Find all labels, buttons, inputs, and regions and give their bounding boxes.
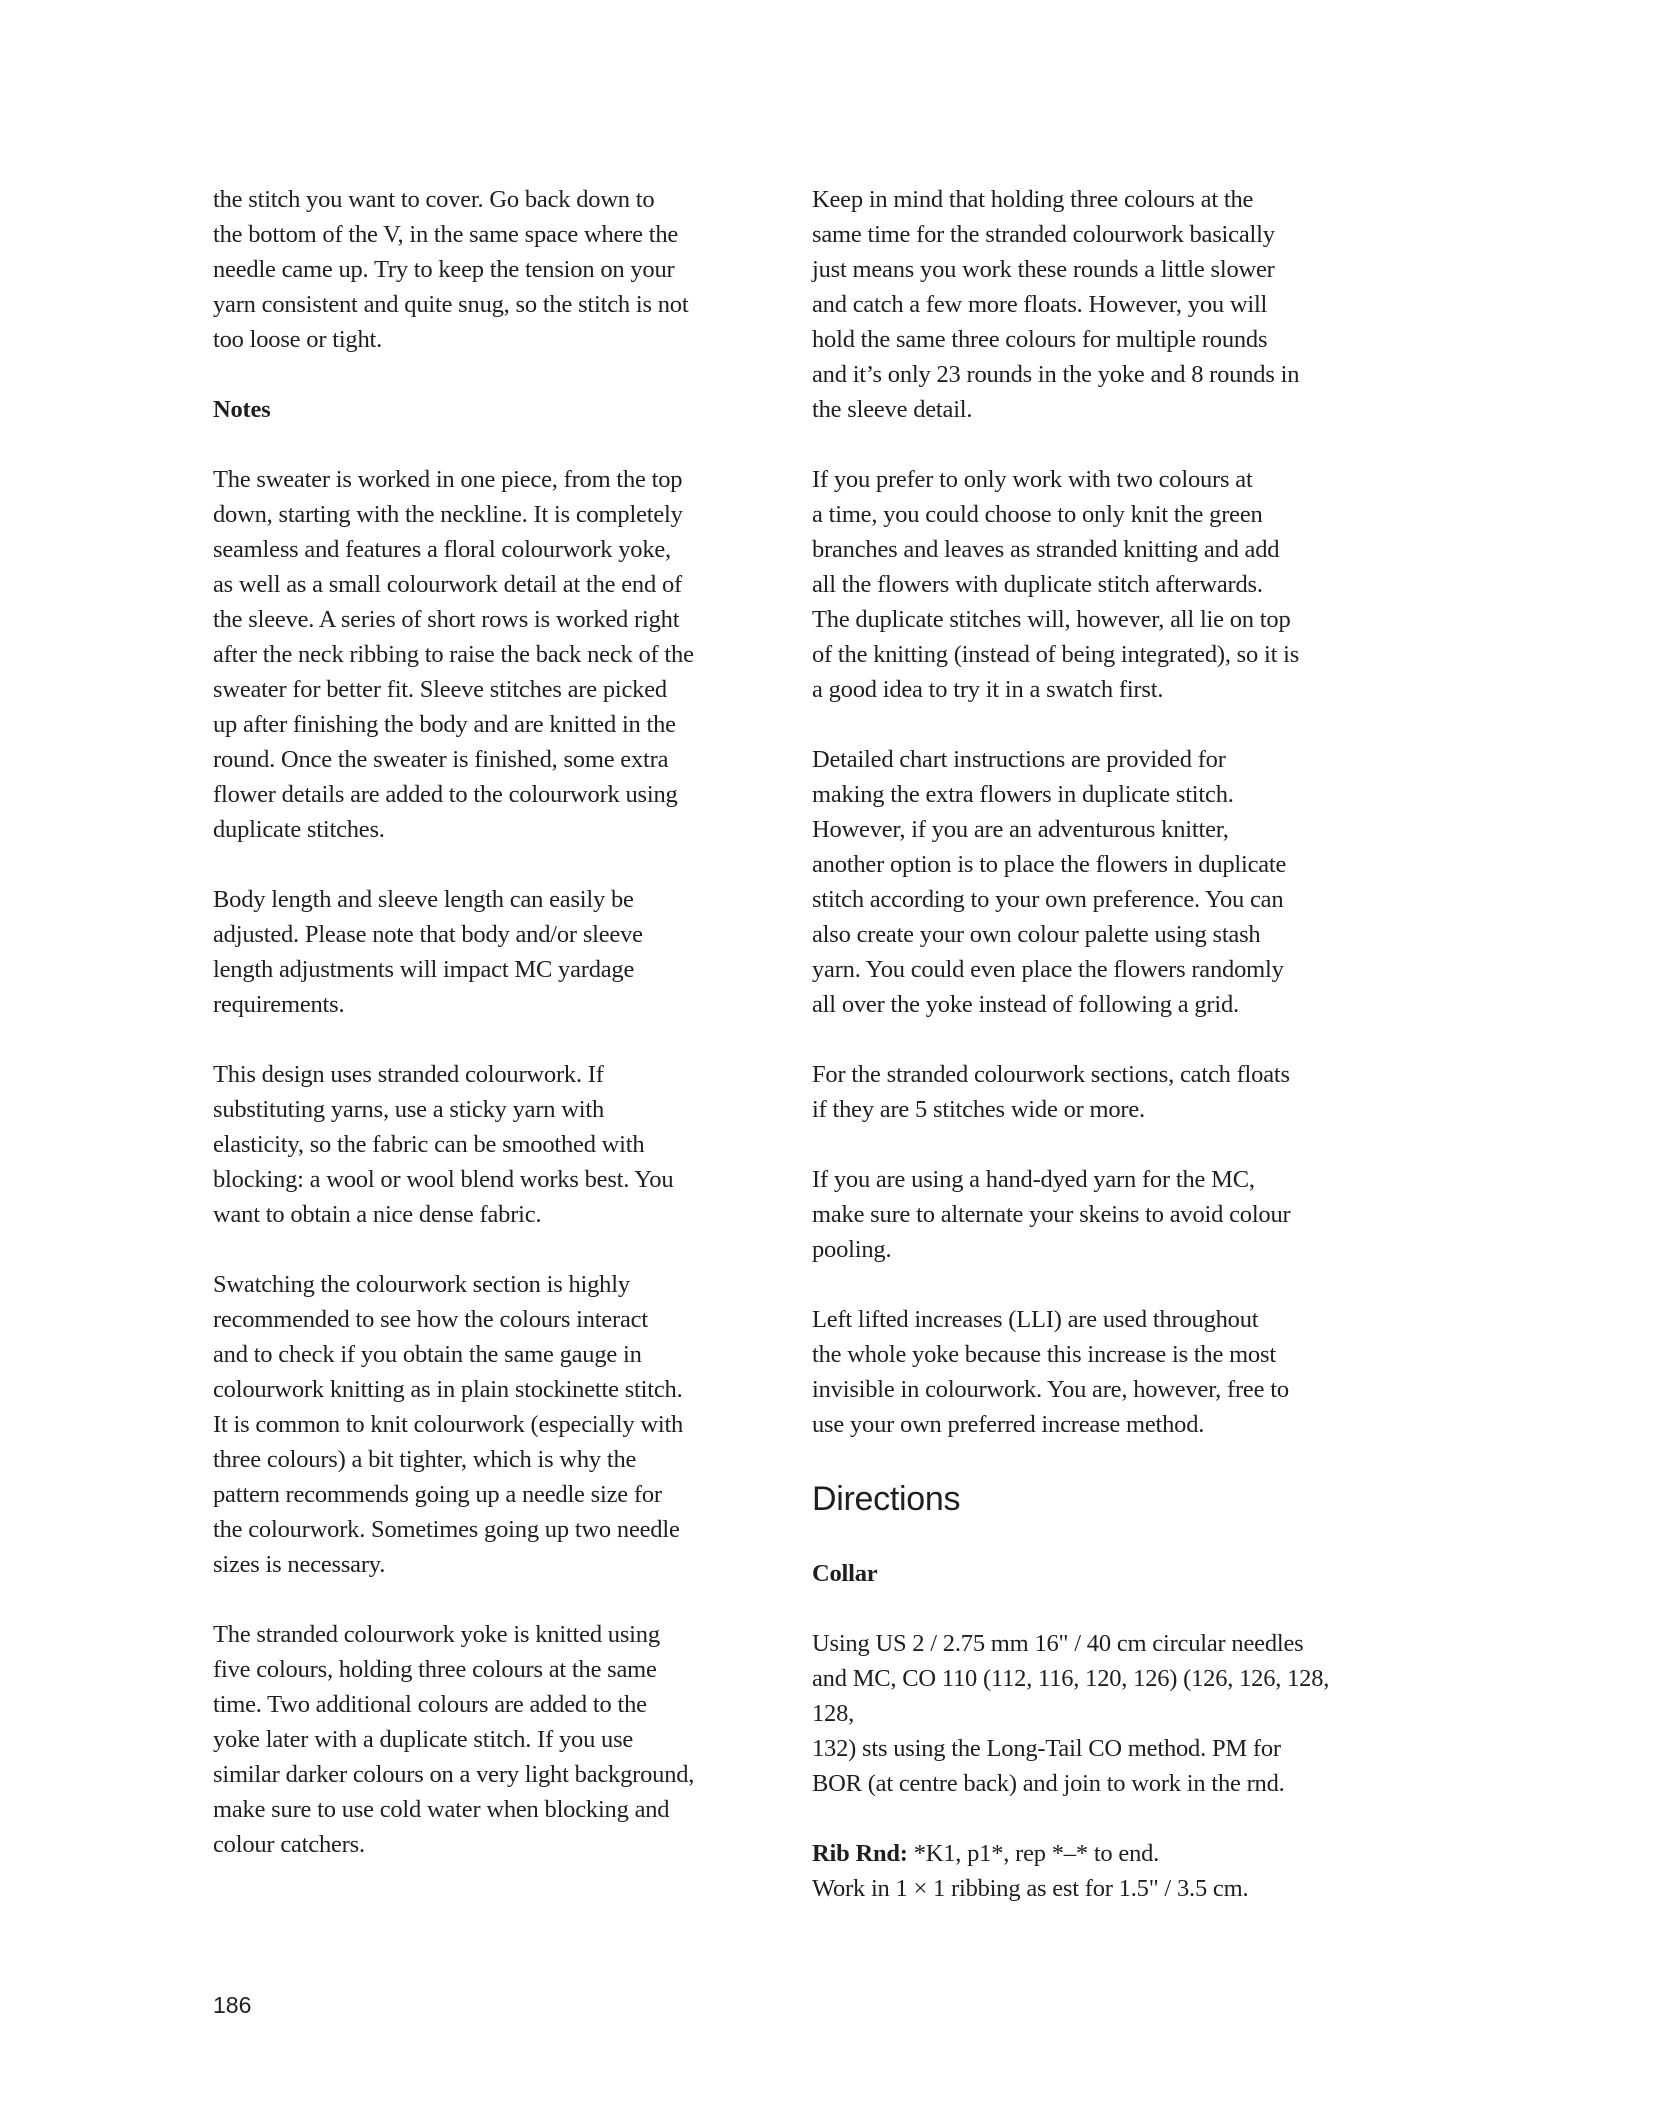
notes-paragraph-11: Left lifted increases (LLI) are used throughout the whole yoke because this increase is the most invisible in colourwork. You are, however, free to use your own preferred increase method.: [812, 1306, 1289, 1438]
notes-paragraph-10: If you are using a hand-dyed yarn for the MC, make sure to alternate your skeins to avoid colour pooling.: [812, 1166, 1291, 1263]
rib-round-continuation: Work in 1 × 1 ribbing as est for 1.5" / 3.5 cm.: [812, 1875, 1249, 1902]
right-column: [812, 182, 1372, 1941]
notes-paragraph-6: Keep in mind that holding three colours at the same time for the stranded colourwork basically just means you work these rounds a little slower and catch a few more floats. However, you will hold the same three colours for multiple rounds and it’s only 23 rounds in the yoke and 8 rounds in the sleeve detail.: [812, 186, 1300, 423]
page-number: 186: [213, 1992, 252, 2018]
notes-paragraph-5: The stranded colourwork yoke is knitted using five colours, holding three colours at the same time. Two additional colours are added to the yoke later with a duplicate stitch. If you use similar darker colours on a very light background, make sure to use cold water when blocking and colour catchers.: [213, 1621, 695, 1858]
notes-paragraph-8: Detailed chart instructions are provided for making the extra flowers in duplicate stitch. However, if you are an adventurous knitter, another option is to place the flowers in duplicate stitch according to your own preference. You can also create your own colour palette using stash yarn. You could even place the flowers randomly all over the yoke instead of following a grid.: [812, 746, 1287, 1018]
collar-paragraph: Using US 2 / 2.75 mm 16" / 40 cm circular needles and MC, CO 110 (112, 116, 120, 126) (126, 126, 128, 128, 132) sts using the Long-Tail CO method. PM for BOR (at centre back) and join to work in the rnd.: [812, 1630, 1330, 1797]
notes-heading: Notes: [213, 396, 271, 423]
directions-heading: Directions: [812, 1480, 961, 1518]
rib-round-paragraph: [812, 1836, 1372, 1906]
intro-paragraph: the stitch you want to cover. Go back down to the bottom of the V, in the same space where the needle came up. Try to keep the tension on your yarn consistent and quite snug, so the stitch is not too loose or tight.: [213, 186, 689, 353]
notes-paragraph-2: Body length and sleeve length can easily be adjusted. Please note that body and/or sleeve length adjustments will impact MC yardage requirements.: [213, 886, 643, 1018]
notes-paragraph-3: This design uses stranded colourwork. If substituting yarns, use a sticky yarn with elasticity, so the fabric can be smoothed with blocking: a wool or wool blend works best. You want to obtain a nice dense fabric.: [213, 1061, 674, 1228]
notes-paragraph-1: The sweater is worked in one piece, from the top down, starting with the neckline. It is completely seamless and features a floral colourwork yoke, as well as a small colourwork detail at the end of the sleeve. A series of short rows is worked right after the neck ribbing to raise the back neck of the sweater for better fit. Sleeve stitches are picked up after finishing the body and are knitted in the round. Once the sweater is finished, some extra flower details are added to the colourwork using duplicate stitches.: [213, 466, 694, 843]
rib-round-label: Rib Rnd:: [812, 1840, 908, 1867]
left-column: [213, 182, 758, 1897]
notes-paragraph-7: If you prefer to only work with two colours at a time, you could choose to only knit the green branches and leaves as stranded knitting and add all the flowers with duplicate stitch afterwards. The duplicate stitches will, however, all lie on top of the knitting (instead of being integrated), so it is a good idea to try it in a swatch first.: [812, 466, 1300, 703]
collar-heading: Collar: [812, 1560, 878, 1587]
notes-paragraph-4: Swatching the colourwork section is highly recommended to see how the colours interact and to check if you obtain the same gauge in colourwork knitting as in plain stockinette stitch. It is common to knit colourwork (especially with three colours) a bit tighter, which is why the pattern recommends going up a needle size for the colourwork. Sometimes going up two needle sizes is necessary.: [213, 1271, 684, 1578]
notes-paragraph-9: For the stranded colourwork sections, catch floats if they are 5 stitches wide or more.: [812, 1061, 1290, 1123]
rib-round-instruction: *K1, p1*, rep *–* to end.: [907, 1840, 1160, 1867]
